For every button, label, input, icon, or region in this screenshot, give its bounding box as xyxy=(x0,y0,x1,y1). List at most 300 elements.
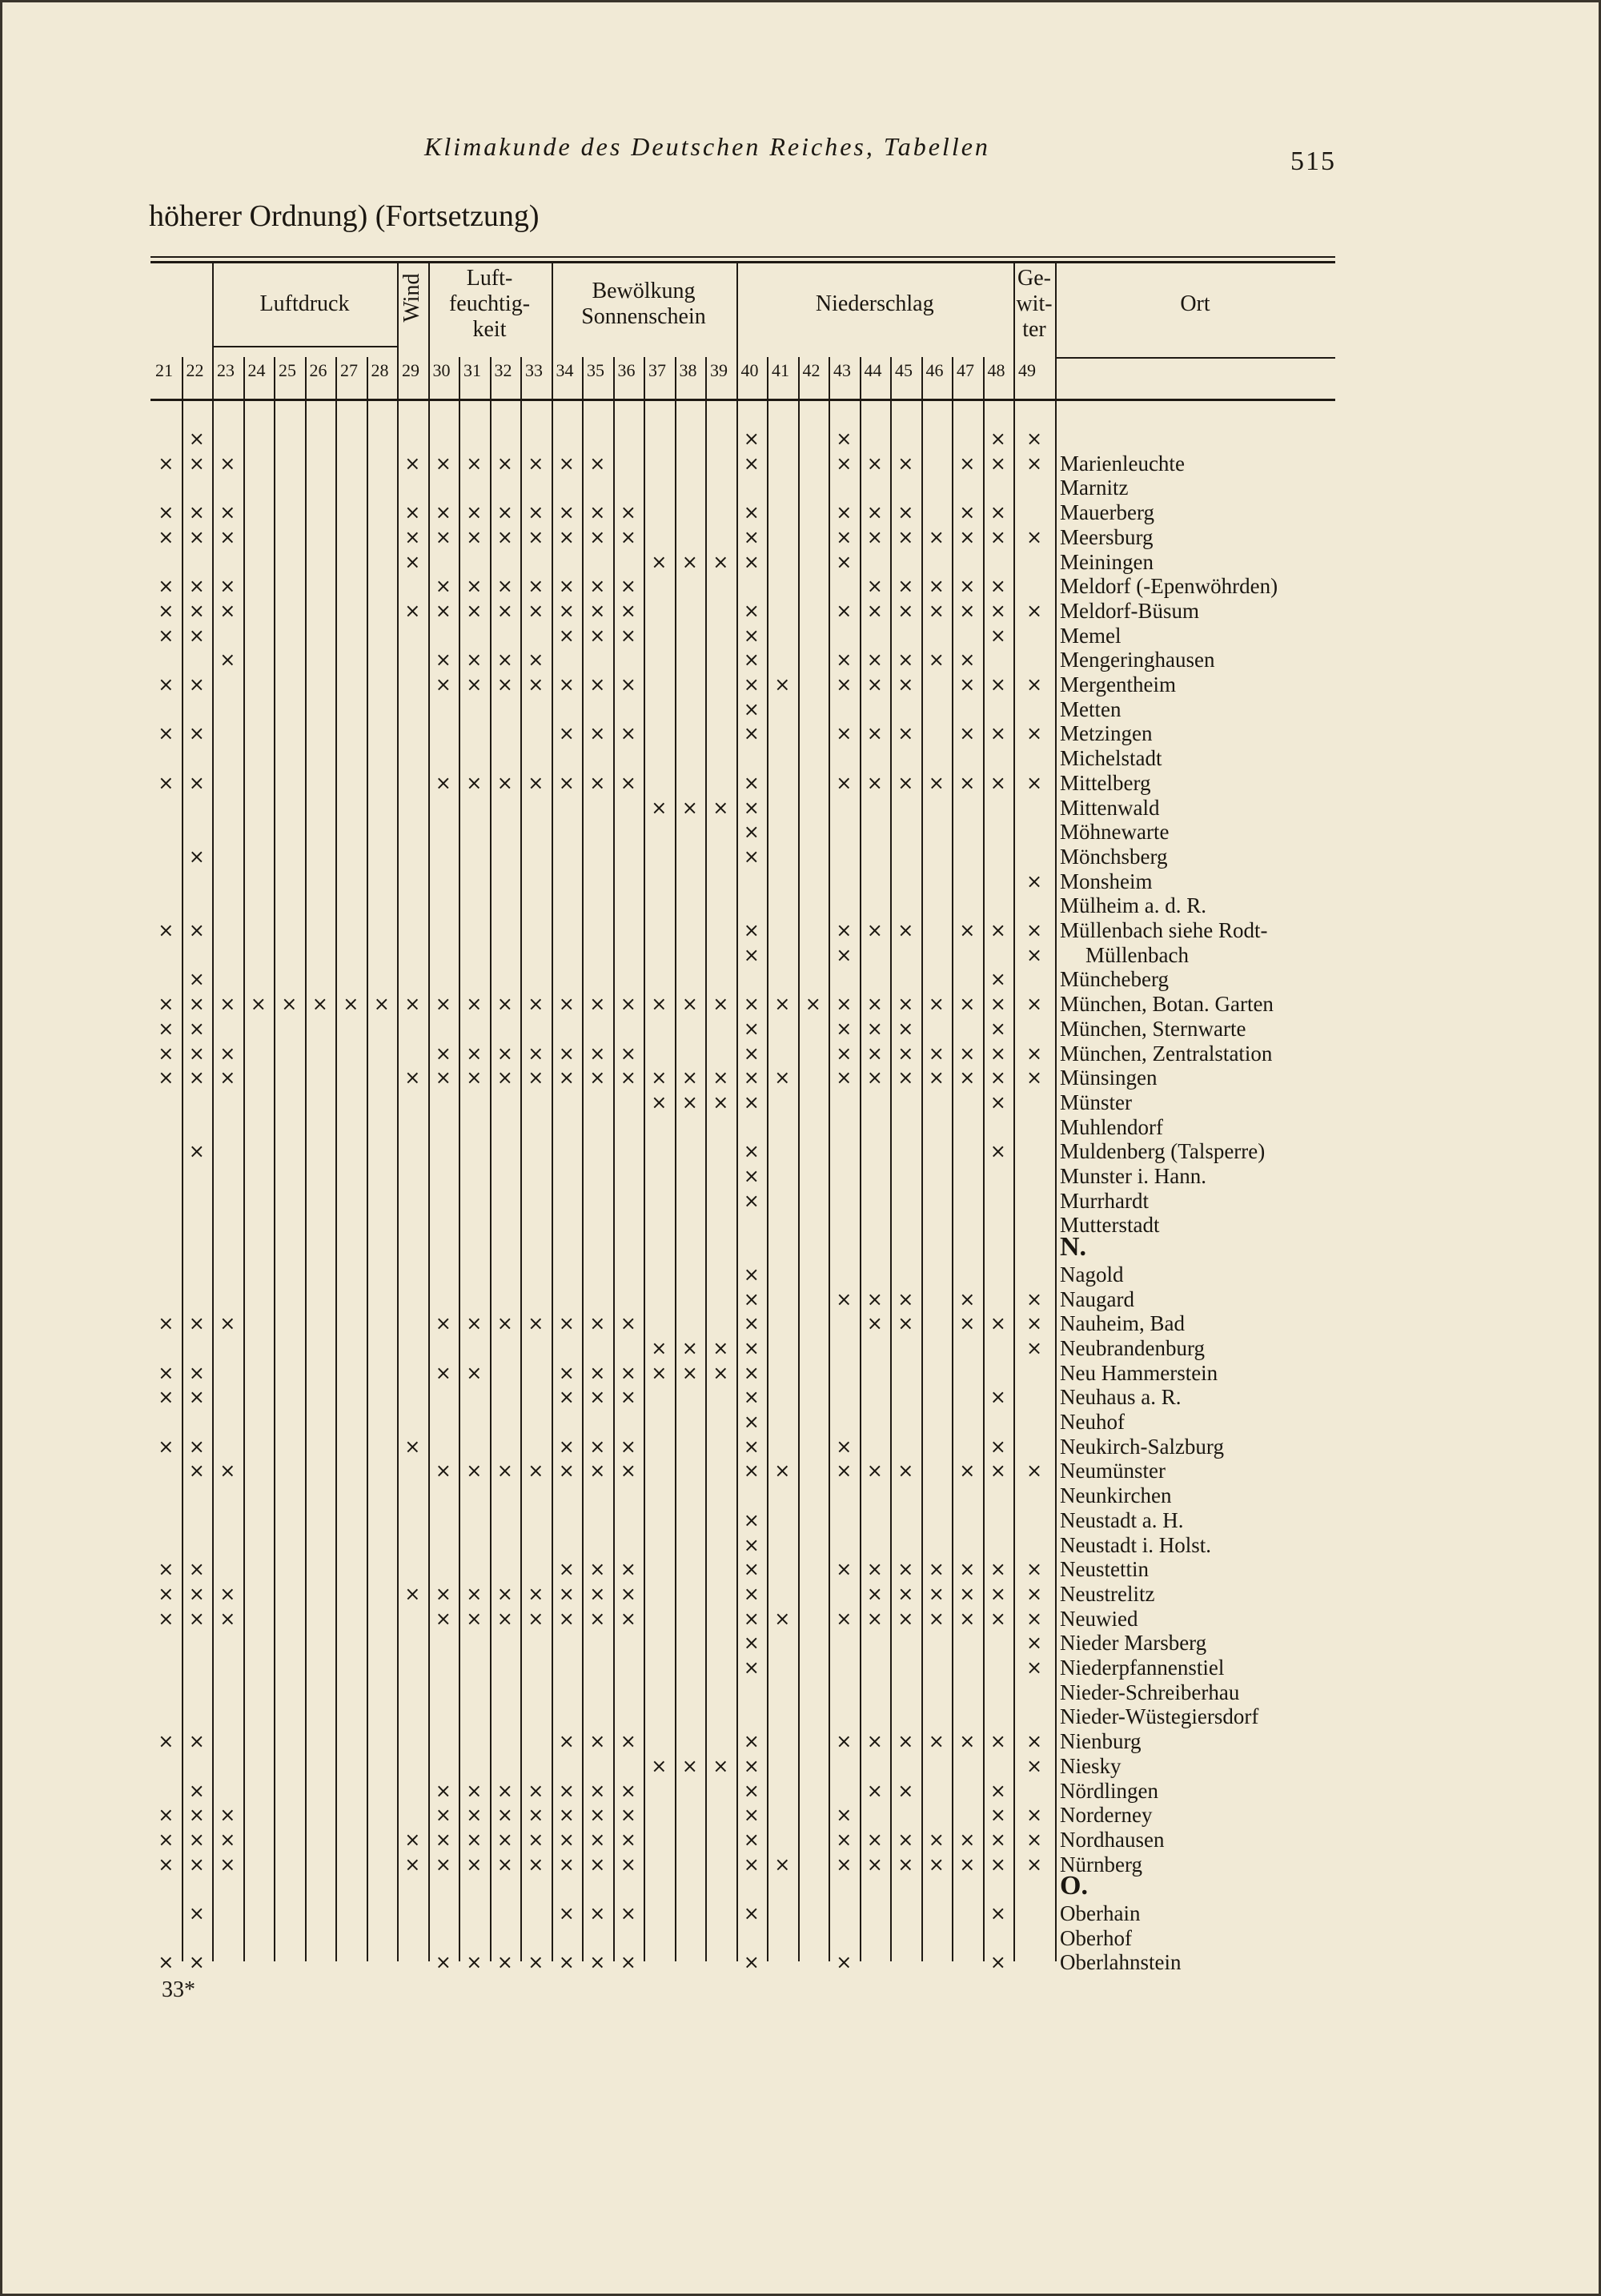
station-mark: × xyxy=(558,1852,575,1876)
station-mark: × xyxy=(866,1558,883,1581)
station-mark: × xyxy=(989,1312,1006,1335)
station-mark: × xyxy=(989,1607,1006,1630)
body-divider-17 xyxy=(675,400,676,1961)
station-mark: × xyxy=(158,1312,175,1335)
station-mark: × xyxy=(620,1828,636,1851)
place-name: Norderney xyxy=(1060,1803,1153,1828)
body-divider-23 xyxy=(860,400,861,1961)
station-mark: × xyxy=(466,501,483,524)
station-mark: × xyxy=(959,501,976,524)
station-mark: × xyxy=(743,1804,760,1827)
station-mark: × xyxy=(743,1754,760,1777)
station-mark: × xyxy=(620,1312,636,1335)
station-mark: × xyxy=(528,1582,544,1605)
station-mark: × xyxy=(528,1607,544,1630)
station-mark: × xyxy=(620,993,636,1016)
station-mark: × xyxy=(928,1042,945,1065)
number-divider-34 xyxy=(552,357,553,399)
station-mark: × xyxy=(743,1312,760,1335)
station-mark: × xyxy=(589,624,606,647)
station-mark: × xyxy=(1025,1459,1043,1483)
station-mark: × xyxy=(589,673,606,696)
station-mark: × xyxy=(188,427,205,450)
station-mark: × xyxy=(928,1607,945,1630)
section-letter: N. xyxy=(1060,1232,1087,1262)
station-mark: × xyxy=(558,1066,575,1090)
station-mark: × xyxy=(897,673,914,696)
station-mark: × xyxy=(928,1828,945,1851)
station-mark: × xyxy=(959,1459,976,1483)
station-mark: × xyxy=(558,993,575,1016)
station-mark: × xyxy=(959,919,976,941)
station-mark: × xyxy=(959,1042,976,1065)
place-name: Nördlingen xyxy=(1060,1778,1158,1803)
column-number-39: 39 xyxy=(710,360,728,380)
body-divider-26 xyxy=(952,400,953,1961)
station-mark: × xyxy=(528,1951,544,1974)
column-number-30: 30 xyxy=(432,360,451,380)
station-mark: × xyxy=(989,624,1006,647)
station-mark: × xyxy=(435,771,451,794)
station-mark: × xyxy=(743,1828,760,1851)
station-mark: × xyxy=(528,673,544,696)
signature-mark: 33* xyxy=(162,1977,195,2002)
station-mark: × xyxy=(836,1017,853,1040)
station-mark: × xyxy=(158,1951,175,1974)
station-mark: × xyxy=(188,1435,205,1458)
station-mark: × xyxy=(528,599,544,622)
station-mark: × xyxy=(528,1042,544,1065)
body-divider-16 xyxy=(644,400,645,1961)
place-name: Neustettin xyxy=(1060,1557,1149,1582)
station-mark: × xyxy=(158,1361,175,1384)
station-mark: × xyxy=(866,501,883,524)
station-mark: × xyxy=(897,1017,914,1040)
station-mark: × xyxy=(651,1066,668,1090)
station-mark: × xyxy=(897,722,914,745)
station-mark: × xyxy=(681,796,698,819)
place-name: Neu Hammerstein xyxy=(1060,1360,1218,1385)
station-mark: × xyxy=(558,1582,575,1605)
station-mark: × xyxy=(866,1066,883,1090)
station-mark: × xyxy=(219,501,236,524)
place-name: Nieder-Wüstegiersdorf xyxy=(1060,1704,1259,1729)
station-mark: × xyxy=(589,1435,606,1458)
group-label-4: Niederschlag xyxy=(815,291,934,316)
station-mark: × xyxy=(1025,1312,1043,1335)
station-mark: × xyxy=(188,1017,205,1040)
station-mark: × xyxy=(435,1951,451,1974)
station-mark: × xyxy=(989,771,1006,794)
station-mark: × xyxy=(743,1165,760,1187)
station-mark: × xyxy=(188,1361,205,1384)
place-name: Neuhof xyxy=(1060,1410,1125,1434)
body-divider-15 xyxy=(613,400,615,1961)
station-mark: × xyxy=(989,673,1006,696)
body-divider-5 xyxy=(305,400,307,1961)
group-label-2: Luft- feuchtig- keit xyxy=(448,266,531,342)
station-mark: × xyxy=(188,673,205,696)
station-mark: × xyxy=(620,501,636,524)
place-name: Neumünster xyxy=(1060,1459,1166,1483)
station-mark: × xyxy=(466,1459,483,1483)
station-mark: × xyxy=(620,599,636,622)
station-mark: × xyxy=(620,1951,636,1974)
place-name: Marnitz xyxy=(1060,476,1129,500)
column-number-45: 45 xyxy=(895,360,913,380)
body-divider-9 xyxy=(428,400,430,1961)
station-mark: × xyxy=(959,1828,976,1851)
station-mark: × xyxy=(466,1607,483,1630)
place-name: Mönchsberg xyxy=(1060,844,1168,869)
station-mark: × xyxy=(743,1042,760,1065)
station-mark: × xyxy=(404,993,421,1016)
station-mark: × xyxy=(959,1287,976,1311)
group-rule xyxy=(212,346,397,347)
station-mark: × xyxy=(219,525,236,548)
station-mark: × xyxy=(435,501,451,524)
station-mark: × xyxy=(589,1459,606,1483)
station-mark: × xyxy=(496,1779,513,1802)
station-mark: × xyxy=(558,1828,575,1851)
station-mark: × xyxy=(712,1066,729,1090)
body-divider-14 xyxy=(582,400,584,1961)
station-mark: × xyxy=(620,1042,636,1065)
station-mark: × xyxy=(836,1852,853,1876)
column-number-24: 24 xyxy=(247,360,266,380)
station-mark: × xyxy=(1025,1754,1043,1777)
station-mark: × xyxy=(866,722,883,745)
station-mark: × xyxy=(589,1558,606,1581)
station-mark: × xyxy=(466,1828,483,1851)
number-divider-40 xyxy=(736,357,738,399)
station-mark: × xyxy=(404,1852,421,1876)
place-name: Nieder Marsberg xyxy=(1060,1631,1207,1656)
station-mark: × xyxy=(435,1459,451,1483)
station-mark: × xyxy=(836,501,853,524)
station-mark: × xyxy=(496,525,513,548)
station-mark: × xyxy=(1025,525,1043,548)
station-mark: × xyxy=(558,501,575,524)
number-divider-24 xyxy=(243,357,245,399)
body-divider-4 xyxy=(274,400,275,1961)
station-mark: × xyxy=(404,452,421,475)
station-mark: × xyxy=(743,1287,760,1311)
station-mark: × xyxy=(928,993,945,1016)
station-mark: × xyxy=(743,771,760,794)
station-mark: × xyxy=(866,575,883,598)
station-mark: × xyxy=(188,501,205,524)
station-mark: × xyxy=(466,1312,483,1335)
station-mark: × xyxy=(989,1435,1006,1458)
place-name: Mauerberg xyxy=(1060,500,1154,525)
station-mark: × xyxy=(496,1804,513,1827)
station-mark: × xyxy=(866,1582,883,1605)
station-mark: × xyxy=(620,1852,636,1876)
station-mark: × xyxy=(188,624,205,647)
station-mark: × xyxy=(897,501,914,524)
station-mark: × xyxy=(897,1852,914,1876)
station-mark: × xyxy=(188,1607,205,1630)
place-name: Neuhaus a. R. xyxy=(1060,1385,1182,1410)
station-mark: × xyxy=(620,1902,636,1925)
place-name: Memel xyxy=(1060,623,1122,648)
station-mark: × xyxy=(866,1017,883,1040)
station-mark: × xyxy=(897,1312,914,1335)
station-mark: × xyxy=(558,1951,575,1974)
station-mark: × xyxy=(989,1804,1006,1827)
station-mark: × xyxy=(188,771,205,794)
station-mark: × xyxy=(558,525,575,548)
place-name: Müllenbach xyxy=(1085,942,1189,967)
station-mark: × xyxy=(897,1779,914,1802)
station-mark: × xyxy=(866,1287,883,1311)
station-mark: × xyxy=(620,525,636,548)
station-mark: × xyxy=(589,1386,606,1409)
station-mark: × xyxy=(281,993,298,1016)
place-name: Mittenwald xyxy=(1060,795,1160,820)
station-mark: × xyxy=(528,525,544,548)
station-mark: × xyxy=(1025,1287,1043,1311)
station-mark: × xyxy=(897,1607,914,1630)
station-mark: × xyxy=(466,1804,483,1827)
station-mark: × xyxy=(836,722,853,745)
column-number-44: 44 xyxy=(864,360,882,380)
station-mark: × xyxy=(897,771,914,794)
station-mark: × xyxy=(620,1730,636,1753)
station-mark: × xyxy=(743,993,760,1016)
station-mark: × xyxy=(836,1066,853,1090)
top-rule-1 xyxy=(150,256,1335,258)
body-divider-22 xyxy=(829,400,830,1961)
station-mark: × xyxy=(743,919,760,941)
station-mark: × xyxy=(589,1607,606,1630)
station-mark: × xyxy=(466,993,483,1016)
station-mark: × xyxy=(404,1066,421,1090)
station-mark: × xyxy=(897,1066,914,1090)
station-mark: × xyxy=(743,452,760,475)
station-mark: × xyxy=(496,575,513,598)
body-divider-10 xyxy=(459,400,460,1961)
station-mark: × xyxy=(866,1779,883,1802)
station-mark: × xyxy=(219,993,236,1016)
station-mark: × xyxy=(528,1312,544,1335)
station-mark: × xyxy=(989,452,1006,475)
body-divider-24 xyxy=(890,400,892,1961)
station-mark: × xyxy=(558,452,575,475)
station-mark: × xyxy=(836,452,853,475)
station-mark: × xyxy=(188,919,205,941)
station-mark: × xyxy=(1025,452,1043,475)
body-divider-7 xyxy=(367,400,368,1961)
station-mark: × xyxy=(589,1066,606,1090)
body-divider-28 xyxy=(1013,400,1015,1961)
place-name: Möhnewarte xyxy=(1060,820,1170,845)
place-name: Neustadt a. H. xyxy=(1060,1507,1184,1532)
place-name: Mergentheim xyxy=(1060,672,1176,696)
station-mark: × xyxy=(959,525,976,548)
station-mark: × xyxy=(743,1336,760,1359)
station-mark: × xyxy=(989,427,1006,450)
column-number-41: 41 xyxy=(772,360,789,380)
station-mark: × xyxy=(743,1066,760,1090)
station-mark: × xyxy=(496,501,513,524)
station-mark: × xyxy=(712,1754,729,1777)
station-mark: × xyxy=(989,919,1006,941)
station-mark: × xyxy=(989,1042,1006,1065)
station-mark: × xyxy=(589,1852,606,1876)
station-mark: × xyxy=(496,648,513,672)
station-mark: × xyxy=(989,722,1006,745)
station-mark: × xyxy=(589,1779,606,1802)
place-name: Oberlahnstein xyxy=(1060,1950,1182,1975)
station-mark: × xyxy=(712,1090,729,1114)
station-mark: × xyxy=(558,1435,575,1458)
station-mark: × xyxy=(743,624,760,647)
place-name: Meldorf-Büsum xyxy=(1060,598,1199,623)
body-divider-27 xyxy=(983,400,985,1961)
station-mark: × xyxy=(620,1607,636,1630)
station-mark: × xyxy=(1025,1066,1043,1090)
station-mark: × xyxy=(158,575,175,598)
place-name: Nienburg xyxy=(1060,1729,1142,1754)
station-mark: × xyxy=(188,1042,205,1065)
station-mark: × xyxy=(989,968,1006,991)
group-label-5: Ge- wit- ter xyxy=(1016,266,1053,342)
station-mark: × xyxy=(528,1066,544,1090)
station-mark: × xyxy=(188,1558,205,1581)
station-mark: × xyxy=(496,1607,513,1630)
place-name: Münster xyxy=(1060,1090,1132,1114)
station-mark: × xyxy=(219,1312,236,1335)
station-mark: × xyxy=(774,1607,791,1630)
station-mark: × xyxy=(496,1066,513,1090)
station-mark: × xyxy=(466,575,483,598)
station-mark: × xyxy=(466,599,483,622)
station-mark: × xyxy=(528,1804,544,1827)
station-mark: × xyxy=(620,1435,636,1458)
station-mark: × xyxy=(188,1852,205,1876)
station-mark: × xyxy=(589,1582,606,1605)
station-mark: × xyxy=(558,1386,575,1409)
header-divider-ort xyxy=(1055,261,1057,399)
station-mark: × xyxy=(466,1361,483,1384)
station-mark: × xyxy=(836,1558,853,1581)
number-divider-28 xyxy=(367,357,368,399)
station-mark: × xyxy=(989,1017,1006,1040)
number-divider-27 xyxy=(335,357,337,399)
station-mark: × xyxy=(188,575,205,598)
station-mark: × xyxy=(743,1386,760,1409)
station-mark: × xyxy=(866,599,883,622)
station-mark: × xyxy=(620,1804,636,1827)
station-mark: × xyxy=(558,1042,575,1065)
section-letter: O. xyxy=(1060,1871,1088,1901)
station-mark: × xyxy=(959,1582,976,1605)
station-mark: × xyxy=(589,1902,606,1925)
station-mark: × xyxy=(959,1852,976,1876)
station-mark: × xyxy=(836,1287,853,1311)
station-mark: × xyxy=(836,943,853,966)
station-mark: × xyxy=(219,1828,236,1851)
station-mark: × xyxy=(897,599,914,622)
body-divider-18 xyxy=(705,400,707,1961)
station-mark: × xyxy=(558,599,575,622)
station-mark: × xyxy=(681,993,698,1016)
station-mark: × xyxy=(1025,673,1043,696)
station-mark: × xyxy=(188,1951,205,1974)
station-mark: × xyxy=(743,1607,760,1630)
station-mark: × xyxy=(681,1066,698,1090)
station-mark: × xyxy=(681,550,698,573)
station-mark: × xyxy=(435,575,451,598)
station-mark: × xyxy=(743,1508,760,1531)
station-mark: × xyxy=(589,599,606,622)
station-mark: × xyxy=(866,452,883,475)
station-mark: × xyxy=(928,1852,945,1876)
station-mark: × xyxy=(219,1607,236,1630)
station-mark: × xyxy=(435,1828,451,1851)
station-mark: × xyxy=(959,1607,976,1630)
station-mark: × xyxy=(897,1287,914,1311)
station-mark: × xyxy=(496,1312,513,1335)
column-number-26: 26 xyxy=(309,360,327,380)
station-mark: × xyxy=(743,1262,760,1286)
station-mark: × xyxy=(188,1459,205,1483)
number-divider-38 xyxy=(675,357,676,399)
number-divider-49 xyxy=(1013,357,1015,399)
station-mark: × xyxy=(466,525,483,548)
station-mark: × xyxy=(496,673,513,696)
station-mark: × xyxy=(158,1828,175,1851)
station-mark: × xyxy=(743,1632,760,1655)
station-mark: × xyxy=(743,427,760,450)
place-name: Oberhof xyxy=(1060,1925,1132,1950)
station-mark: × xyxy=(558,673,575,696)
station-mark: × xyxy=(989,1730,1006,1753)
station-mark: × xyxy=(496,1852,513,1876)
station-mark: × xyxy=(620,1066,636,1090)
station-mark: × xyxy=(404,1435,421,1458)
station-mark: × xyxy=(1025,993,1043,1016)
number-divider-48 xyxy=(983,357,985,399)
column-number-37: 37 xyxy=(648,360,666,380)
station-mark: × xyxy=(897,1042,914,1065)
station-mark: × xyxy=(589,1312,606,1335)
station-mark: × xyxy=(928,575,945,598)
station-mark: × xyxy=(959,452,976,475)
station-mark: × xyxy=(989,1828,1006,1851)
station-mark: × xyxy=(743,1852,760,1876)
column-number-43: 43 xyxy=(833,360,851,380)
station-mark: × xyxy=(435,452,451,475)
station-mark: × xyxy=(743,1951,760,1974)
station-mark: × xyxy=(897,1582,914,1605)
station-mark: × xyxy=(558,1902,575,1925)
station-mark: × xyxy=(496,1828,513,1851)
station-mark: × xyxy=(959,1558,976,1581)
body-divider-21 xyxy=(798,400,800,1961)
body-divider-20 xyxy=(767,400,768,1961)
station-mark: × xyxy=(866,1312,883,1335)
station-mark: × xyxy=(866,1730,883,1753)
place-name: Neuwied xyxy=(1060,1606,1138,1631)
number-divider-41 xyxy=(767,357,768,399)
station-mark: × xyxy=(866,771,883,794)
station-mark: × xyxy=(836,1951,853,1974)
number-divider-47 xyxy=(952,357,953,399)
place-name: München, Zentralstation xyxy=(1060,1041,1273,1066)
